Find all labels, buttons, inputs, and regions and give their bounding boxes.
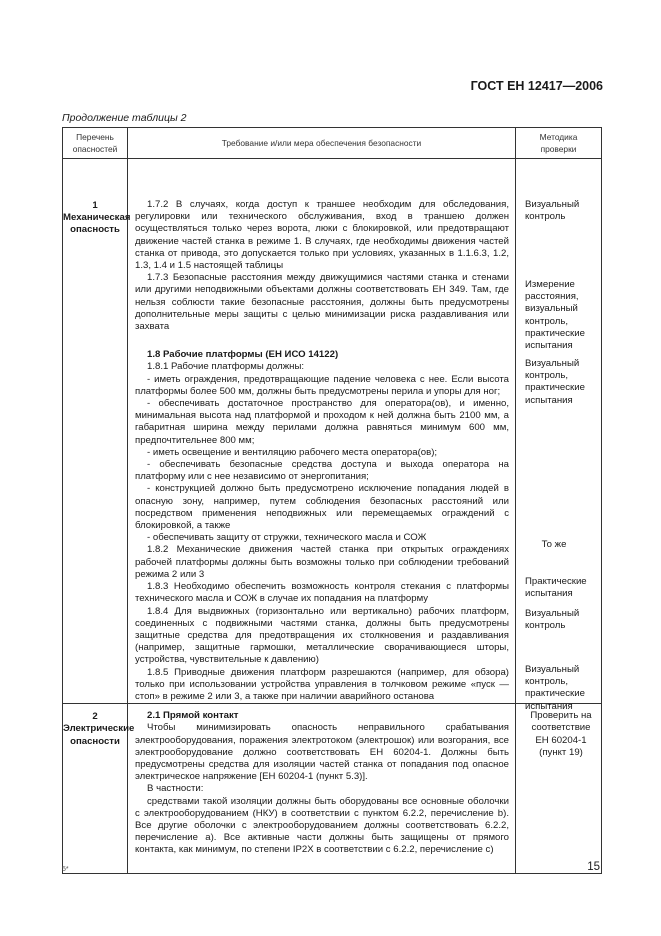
method-1-8-3: Практические испытания [525,576,587,600]
req-2-1-a: Чтобы минимизировать опасность неправильного срабатывания электрооборудования, поражения электротоком (электрошок) или возгорания, все электрооборудование должно соответствовать ЕН 60204-1. Должны быть предусмотрены средства для изоляции частей станка от попадания под опасное электрическое напряжение [ЕН 60204-1 (пункт 5.3)]. [135,722,509,783]
method-1-8-1: Визуальный контроль, практические испытания [525,358,585,406]
req-1-8-1-a: - иметь ограждения, предотвращающие падение человека с нее. Если высота платформы более 500 мм, должны быть предусмотрены перила и упоры для ног; [135,373,509,397]
column-header-method: Методика проверки [516,128,602,159]
requirements-mechanical [128,159,516,704]
req-1-8-2: 1.8.2 Механические движения частей станка при открытых ограждениях рабочей платформы должны быть возможны только при соблюдении требований режима 2 или 3 [135,544,509,580]
column-header-hazards: Перечень опасностей [63,128,128,159]
table-continuation-caption: Продолжение таблицы 2 [62,112,187,124]
method-1-8-4: Визуальный контроль [525,608,580,632]
column-header-requirement: Требование и/или мера обеспечения безопасности [128,128,516,159]
standard-number: ГОСТ ЕН 12417—2006 [470,79,603,93]
method-1-8-5: Визуальный контроль, практические испытания [525,664,585,712]
req-2-1-b: В частности: [147,783,204,795]
method-1-7-3: Измерение расстояния, визуальный контроль, практические испытания [525,279,585,352]
section-heading-1-8: 1.8 Рабочие платформы (ЕН ИСО 14122) [147,349,339,361]
req-1-8-1-d: - обеспечивать безопасные средства доступа и выхода оператора на платформу или с нее независимо от энергопитания; [135,459,509,483]
sheet-mark: 5* [62,866,69,873]
req-1-7-3: 1.7.3 Безопасные расстояния между движущимися частями станка и стенами или другими неподвижными объектами должны соответствовать ЕН 349. Там, где нельзя соблюсти такие безопасные расстояния, должны быть предусмотрены дополнительные меры защиты с целью минимизации риска раздавливания или захвата [135,272,509,333]
req-1-8-1-e: - конструкцией должно быть предусмотрено исключение попадания людей в опасную зону, например, путем соблюдения безопасных расстояний или посредством применения неподвижных или перемещаемых ограждений с блокировкой, а также [135,483,509,532]
table-header-row [63,128,602,159]
req-1-8-1: 1.8.1 Рабочие платформы должны: [147,361,305,373]
page-number: 15 [587,861,600,873]
req-1-8-1-c: - иметь освещение и вентиляцию рабочего места оператора(ов); [147,446,438,458]
method-2-1: Проверить на соответствие ЕН 60204-1 (пункт 19) [530,710,592,758]
safety-requirements-table [62,127,602,874]
table-row-mechanical [63,159,602,704]
requirements-electrical [128,704,516,874]
method-1-8-2: То же [541,539,567,550]
hazard-mechanical: 1 Механическая опасность [63,159,128,704]
hazard-electrical: 2 Электрические опасности [63,704,128,874]
methods-electrical [516,704,602,874]
req-1-8-4: 1.8.4 Для выдвижных (горизонтально или вертикально) рабочих платформ, соединенных с подвижными частями станка, должны быть предусмотрены защитные средства для предотвращения их столкновения и раздавливания (например, защитные гармошки, металлические сворачивающиеся шторы, устройства, чувствительные к давлению) [135,605,509,666]
table-row-electrical [63,704,602,874]
req-1-7-2: 1.7.2 В случаях, когда доступ к траншее необходим для обследования, регулировки или технического обслуживания, вход в траншею должен осуществляться только через ворота, люки с блокировкой, или предотвращают движение частей станка в режиме 1. В случаях, где необходимы движения частей станка от привода, это допускается только при условиях, указанных в 1.1.6.3, 1.2, 1.3, 1.4 и 1.5 настоящей таблицы [135,199,509,272]
section-heading-2-1: 2.1 Прямой контакт [147,710,239,722]
req-1-8-1-f: - обеспечивать защиту от стружки, технического масла и СОЖ [147,532,427,544]
methods-mechanical [516,159,602,712]
req-1-8-1-b: - обеспечивать достаточное пространство для оператора(ов), и именно, минимальная высота над платформой и проходом к ней должна быть 2100 мм, а габаритная ширина между перилами должна равняться минимум 600 мм, предпочтительнее 800 мм; [135,398,509,446]
req-1-8-5: 1.8.5 Приводные движения платформ разрешаются (например, для обзора) только при использовании устройства управления в толчковом режиме «пуск — стоп» в режиме 2 или 3, а также при наличии аварийного останова [135,666,509,702]
method-1-7-2: Визуальный контроль [525,199,580,223]
req-1-8-3: 1.8.3 Необходимо обеспечить возможность контроля стекания с платформы технического масла и СОЖ в случае их попадания на платформу [135,581,509,605]
req-2-1-c: средствами такой изоляции должны быть оборудованы все основные оболочки с электрооборудованием (НКУ) в соответствии с пунктом 6.2.2, перечисление b). Все другие оболочки с электрооборудованием должны соответствовать 6.2.2, перечисление а). Все активные части должны быть защищены от прямого контакта, как минимум, по степени IP2X в соответствии с 6.2.2, перечисление с) [135,795,509,856]
